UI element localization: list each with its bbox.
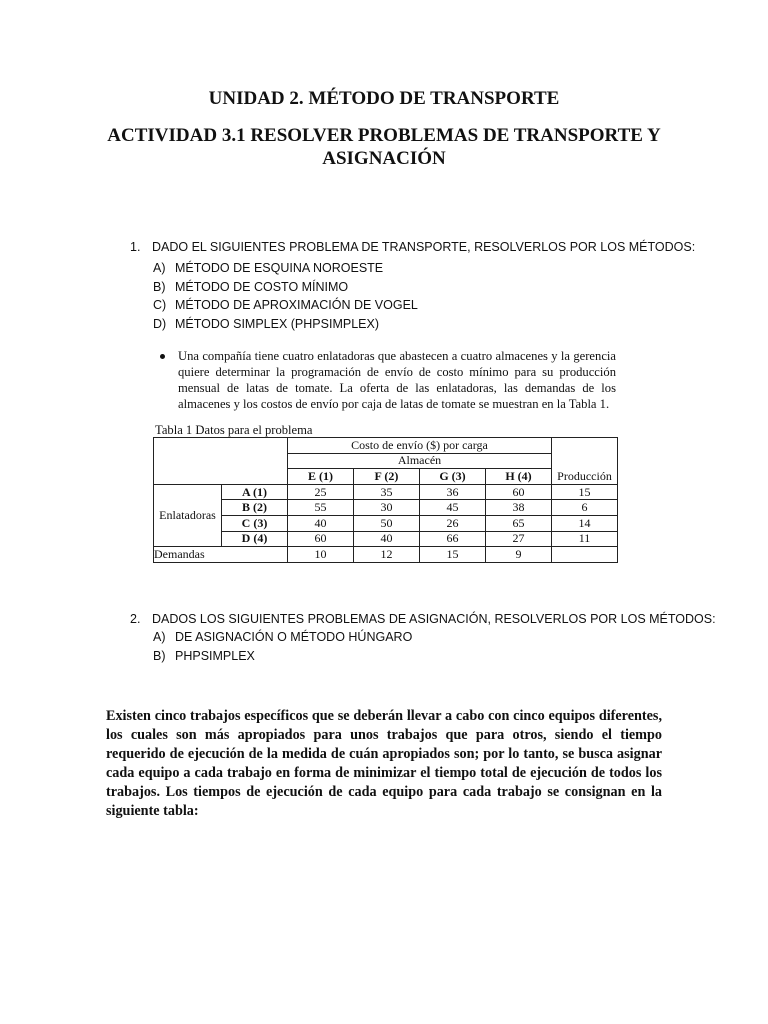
option-text: PHPSIMPLEX: [175, 648, 255, 663]
column-header: H (4): [486, 469, 552, 485]
table-cell: 26: [420, 515, 486, 531]
question-2-number: 2.: [130, 612, 141, 626]
option-b: [153, 280, 418, 299]
group-label: Enlatadoras: [154, 484, 222, 546]
table-caption: Tabla 1 Datos para el problema: [155, 423, 313, 437]
table-cell: 36: [420, 484, 486, 500]
table-row: [154, 453, 618, 469]
demand-cell: 15: [420, 547, 486, 563]
column-header: E (1): [288, 469, 354, 485]
table-cell: 27: [486, 531, 552, 547]
option-b: [153, 649, 412, 668]
production-header: Producción: [552, 469, 618, 485]
table-row: [154, 531, 618, 547]
unit-title: UNIDAD 2. MÉTODO DE TRANSPORTE: [208, 88, 560, 109]
option-letter: A): [153, 630, 166, 644]
table-cell: 60: [486, 484, 552, 500]
row-label: A (1): [222, 484, 288, 500]
table-cell: 25: [288, 484, 354, 500]
question-1-options: [153, 261, 418, 335]
table-cell: [222, 453, 288, 469]
option-d: [153, 317, 418, 336]
demand-label: Demandas: [154, 547, 222, 563]
column-header: F (2): [354, 469, 420, 485]
option-a: [153, 630, 412, 649]
question-2: [130, 612, 716, 626]
demand-cell: 10: [288, 547, 354, 563]
question-1-number: 1.: [130, 240, 141, 254]
transport-table: [153, 437, 618, 563]
table-row: [154, 500, 618, 516]
question-2-text: DADOS LOS SIGUIENTES PROBLEMAS DE ASIGNACIÓN, RESOLVERLOS POR LOS MÉTODOS:: [152, 612, 716, 626]
assignment-paragraph: Existen cinco trabajos específicos que se deberán llevar a cabo con cinco equipos diferentes, los cuales son más apropiados para unos trabajos que para otros, siendo el tiempo requerido de ejecución de la medida de cuán apropiados son; por lo tanto, se busca asignar cada equipo a cada trabajo en forma de minimizar el tiempo total de ejecución de todos los trabajos. Los tiempos de ejecución de cada equipo para cada trabajo se consignan en la siguiente tabla:: [106, 708, 662, 819]
table-cell: 40: [354, 531, 420, 547]
problem-statement: Una compañía tiene cuatro enlatadoras que abastecen a cuatro almacenes y la gerencia quiere determinar la programación de envío de costo mínimo para su producción mensual de latas de tomate. La oferta de las enlatadoras, las demandas de los almacenes y los costos de envío por caja de latas de tomate se muestran en la Tabla 1.: [178, 349, 616, 411]
question-1-text: DADO EL SIGUIENTES PROBLEMA DE TRANSPORTE, RESOLVERLOS POR LOS MÉTODOS:: [152, 240, 696, 254]
table-cell: 40: [288, 515, 354, 531]
table-cell: 30: [354, 500, 420, 516]
table-cell: [154, 469, 222, 485]
option-text: MÉTODO SIMPLEX (PHPSIMPLEX): [175, 316, 379, 331]
production-cell: 11: [552, 531, 618, 547]
option-a: [153, 261, 418, 280]
table-row: [154, 438, 618, 454]
table-cell: [222, 547, 288, 563]
option-letter: A): [153, 261, 166, 275]
table-cell: [222, 438, 288, 454]
option-text: DE ASIGNACIÓN O MÉTODO HÚNGARO: [175, 630, 413, 644]
store-header: Almacén: [288, 453, 552, 469]
option-text: MÉTODO DE COSTO MÍNIMO: [175, 279, 349, 294]
production-cell: 14: [552, 515, 618, 531]
option-text: MÉTODO DE APROXIMACIÓN DE VOGEL: [175, 298, 418, 312]
option-letter: D): [153, 316, 167, 331]
demand-cell: 9: [486, 547, 552, 563]
table-cell: [222, 469, 288, 485]
table-cell: 35: [354, 484, 420, 500]
row-label: C (3): [222, 515, 288, 531]
table-cell: [154, 438, 222, 454]
production-cell: 6: [552, 500, 618, 516]
option-c: [153, 298, 418, 317]
row-label: D (4): [222, 531, 288, 547]
activity-title: ACTIVIDAD 3.1 RESOLVER PROBLEMAS DE TRANSPORTE Y ASIGNACIÓN: [107, 125, 661, 169]
bullet-icon: [160, 354, 165, 359]
table-cell: 66: [420, 531, 486, 547]
table-cell: 65: [486, 515, 552, 531]
table-cell: 55: [288, 500, 354, 516]
table-cell: 38: [486, 500, 552, 516]
question-2-options: [153, 630, 412, 667]
option-letter: B): [153, 648, 166, 663]
production-cell: 15: [552, 484, 618, 500]
cost-header: Costo de envío ($) por carga: [288, 438, 552, 454]
column-header: G (3): [420, 469, 486, 485]
option-letter: B): [153, 279, 166, 294]
option-letter: C): [153, 298, 167, 312]
table-cell: 60: [288, 531, 354, 547]
table-row: [154, 547, 618, 563]
row-label: B (2): [222, 500, 288, 516]
table-cell: [154, 453, 222, 469]
table-cell: 50: [354, 515, 420, 531]
table-cell: [552, 547, 618, 563]
table-row: [154, 469, 618, 485]
table-row: [154, 515, 618, 531]
demand-cell: 12: [354, 547, 420, 563]
table-row: [154, 484, 618, 500]
table-cell: [552, 438, 618, 469]
question-1: [130, 240, 695, 254]
table-cell: 45: [420, 500, 486, 516]
option-text: MÉTODO DE ESQUINA NOROESTE: [175, 261, 384, 275]
